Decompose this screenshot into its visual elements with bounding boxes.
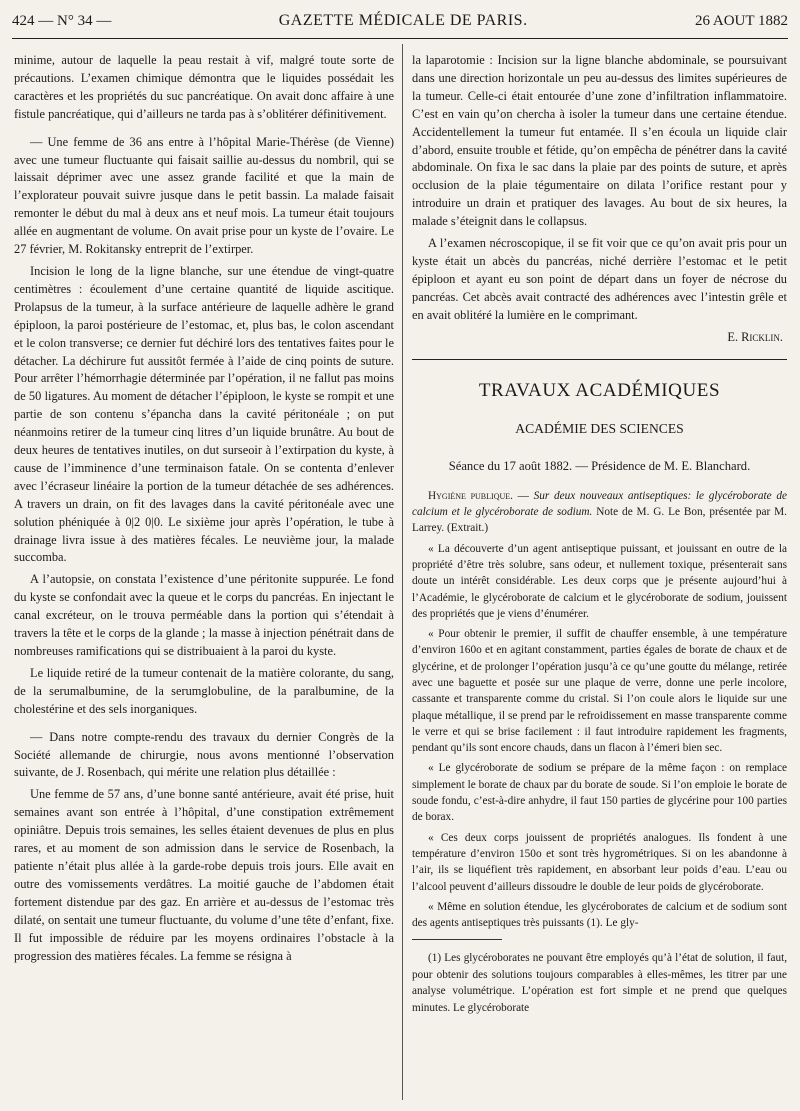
- page-header: [12, 12, 788, 39]
- paragraph: — Dans notre compte-rendu des travaux du dernier Congrès de la Société allemande de chirurgie, nous avons mentionné l’observation suivante, de J. Rosenbach, qui mérite une relation plus détaillée :: [14, 729, 394, 780]
- rubric-label: Hygiène publique. —: [428, 489, 529, 502]
- section-title: TRAVAUX ACADÉMIQUES: [478, 380, 721, 401]
- paragraph: Une femme de 57 ans, d’une bonne santé antérieure, avait été prise, huit semaines avant son entrée à l’hôpital, d’une constipation extrêmement opiniâtre. Depuis trois semaines, les selles étaient devenues de plus en plus rares, et au moment de son admission dans le service de Rosenbach, la patiente n’était plus allée à la garde-robe depuis trois jours. Elle avait en outre des vomissements verdâtres. La moitié gauche de l’abdomen était fortement distendue par des gaz. En arrière et au-dessus de l’estomac très dilaté, on sentait une tumeur fluctuante, du volume d’une tête d’enfant, fixe. Il fut impossible de réduire par les moyens ordinaires l’obstacle à la progression des matières fécales. La femme se résigna à: [14, 787, 394, 963]
- paragraph: A l’examen nécroscopique, il se fit voir que ce qu’on avait pris pour un kyste était un abcès du pancréas, niché derrière l’estomac et le petit épiploon et ayant eu son point de départ dans un foyer de nécrose du pancréas. Cet abcès avait contracté des adhérences avec l’intestin grêle et en avait oblitéré la lumière en le comprimant.: [412, 236, 787, 322]
- session-line: Séance du 17 août 1882. — Présidence de M. E. Blanchard.: [448, 458, 751, 473]
- issue-date: 26 AOUT 1882: [694, 13, 788, 29]
- footnote: (1) Les glycéroborates ne pouvant être employés qu’à l’état de solution, il faut, pour obtenir des solutions toujours comparables à elles-mêmes, les titrer par une analyse volumétrique. L’opération est fort simple et ne prend que quelques minutes. Le glycéroborate: [412, 952, 787, 1014]
- article-title: Sur deux nouveaux antiseptiques: le glycéroborate de calcium et le glycéroborate de sodium.: [412, 489, 787, 519]
- article-intro: [412, 488, 787, 537]
- page-number: 424 — N° 34 —: [12, 13, 112, 29]
- paragraph: — Une femme de 36 ans entre à l’hôpital Marie-Thérèse (de Vienne) avec une tumeur fluctuante qui faisait saillie au-dessus du nombril, qui se laissait déprimer avec une assez grande facilité et que la main de l’explorateur pouvait suivre jusque dans le petit bassin. La malade faisait remonter le début du mal à deux ans et neuf mois. La tumeur était toujours allée en augmentant de volume. On avait prise pour un kyste de l’ovaire. Le 27 février, M. Rokitansky entreprit de l’extirper.: [14, 134, 394, 257]
- paragraph: A l’autopsie, on constata l’existence d’une péritonite suppurée. Le fond du kyste se confondait avec la queue et le corps du pancréas. En injectant le canal excréteur, on le trouva perméable dans la portion qui s’étendait à travers la tête et le corps de la glande ; la masse à injection pénétrait dans de nombreuses ramifications qui se distribuaient à la paroi du kyste.: [14, 572, 394, 658]
- quote-paragraph: « Pour obtenir le premier, il suffit de chauffer ensemble, à une température d’environ 160o et en agitant constamment, parties égales de borate de chaux et de glycérine, et de prolonger l’opération jusqu’à ce qu’une goutte du mélange, retirée avec une baguette et posée sur une plaque de verre, donne une perle incolore, cassante et transparente comme du cristal. Si l’on coule alors le liquide sur une plaque métallique, il se prend par le refroidissement en masse transparente comme le verre et qui se brise facilement : il faut introduire rapidement les fragments, pendant qu’ils sont encore chauds, dans un flacon à l’émeri bien sec.: [412, 628, 787, 755]
- quote-paragraph: « Ces deux corps jouissent de propriétés analogues. Ils fondent à une température d’environ 150o et sont très hygrométriques. Si on les abandonne à l’air, ils se liquéfient très rapidement, en absorbant leur poids d’eau. L’eau ou l’alcool peuvent d’ailleurs dissoudre le double de leur poids de glycéroborate.: [412, 831, 787, 893]
- left-column: [14, 52, 394, 1102]
- quote-paragraph: « Le glycéroborate de sodium se prépare de la même façon : on remplace simplement le borate de chaux par du borate de soude. Si l’on emploie le borate de soude fondu, c’est-à-dire anhydre, il faut 150 parties de glycérine pour 100 parties de borax.: [412, 762, 787, 824]
- quote-paragraph: « La découverte d’un agent antiseptique puissant, et jouissant en outre de la propriété d’être très solubre, sans odeur, et nullement toxique, présenterait sans doute un intérêt considérable. Les deux corps que je présente aujourd’hui à l’Académie, le glycéroborate de calcium et le glycéroborate de sodium, jouissent des propriétés que je viens d’énumérer.: [412, 542, 787, 620]
- paragraph: la laparotomie : Incision sur la ligne blanche abdominale, se poursuivant dans une direction horizontale un peu au-dessus des limites supérieures de la tumeur. Celle-ci était entourée d’une zone d’infiltration inflammatoire. C’est en vain qu’on chercha à isoler la tumeur dans une certaine étendue. Accidentellement la tumeur fut entamée. Il s’en écoula un liquide clair d’abord, ensuite trouble et fétide, qu’on empêcha de pénétrer dans la cavité abdominale. On fixa le sac dans la plaie par des points de suture, et après occlusion de la plaie tégumentaire on dilata l’orifice restant pour y introduire un drain et pratiquer des lavages. Au bout de six heures, la malade s’éteignit dans le collapsus.: [412, 53, 787, 229]
- author-signature: E. Ricklin.: [727, 329, 783, 344]
- paragraph: Incision le long de la ligne blanche, sur une étendue de vingt-quatre centimètres : écoulement d’une certaine quantité de liquide ascitique. Prolapsus de la tumeur, à la surface antérieure de laquelle adhère le grand épiploon, la paroi postérieure de l’estomac, et, plus bas, le colon ascendant et le colon transverse; ce dernier fut déchiré lors des tentatives faites pour le détacher. La déchirure fut aussitôt fermée à l’aide de cinq points de suture. Pour arrêter l’hémorrhagie déterminée par l’opération, il ne fallut pas moins de 50 ligatures. Au moment de détacher l’épiploon, le kyste se rompit et une partie de son contenu s’épancha dans la cavité péritonéale ; on put néanmoins retirer de la tumeur cinq litres d’un liquide brunâtre. Au bout de deux heures de tentatives inutiles, on dut surseoir à l’extirpation du kyste, à cause de l’imminence d’une terminaison fatale. On se contenta d’enlever avec l’écraseur linéaire la portion de la tumeur détachée de ses adhérences. A travers un drain, on fit des lavages dans la cavité péritonéale avec une solution phéniquée à 0|2 0|0. Le sixième jour après l’opération, le tube à drainage livra issue à des matières fécales. Le neuvième jour, la malade succomba.: [14, 263, 394, 565]
- quote-paragraph: « Même en solution étendue, les glycéroborates de calcium et de sodium sont des agents antiseptiques très puissants (1). Le gly-: [412, 900, 787, 930]
- footnote-rule: [412, 939, 502, 940]
- section-rule: [412, 359, 787, 361]
- paragraph: minime, autour de laquelle la peau restait à vif, malgré toute sorte de précautions. L’examen chimique démontra que le liquides possédait les caractères et les propriétés du suc pancréatique. On avait donc affaire à une fistule pancréatique, qui d’ailleurs ne tarda pas à s’oblitérer définitivement.: [14, 53, 394, 121]
- right-column: [412, 52, 787, 1102]
- article-note: Note de M. G. Le Bon, présentée par M. Larrey. (Extrait.): [412, 506, 787, 535]
- column-divider: [402, 44, 403, 1100]
- journal-title: GAZETTE MÉDICALE DE PARIS.: [278, 12, 528, 29]
- paragraph: Le liquide retiré de la tumeur contenait de la matière colorante, du sang, de la serumalbumine, de la serumglobuline, de la paralbumine, de la cholestérine et des sels inorganiques.: [14, 665, 394, 716]
- subsection-title: ACADÉMIE DES SCIENCES: [515, 420, 684, 436]
